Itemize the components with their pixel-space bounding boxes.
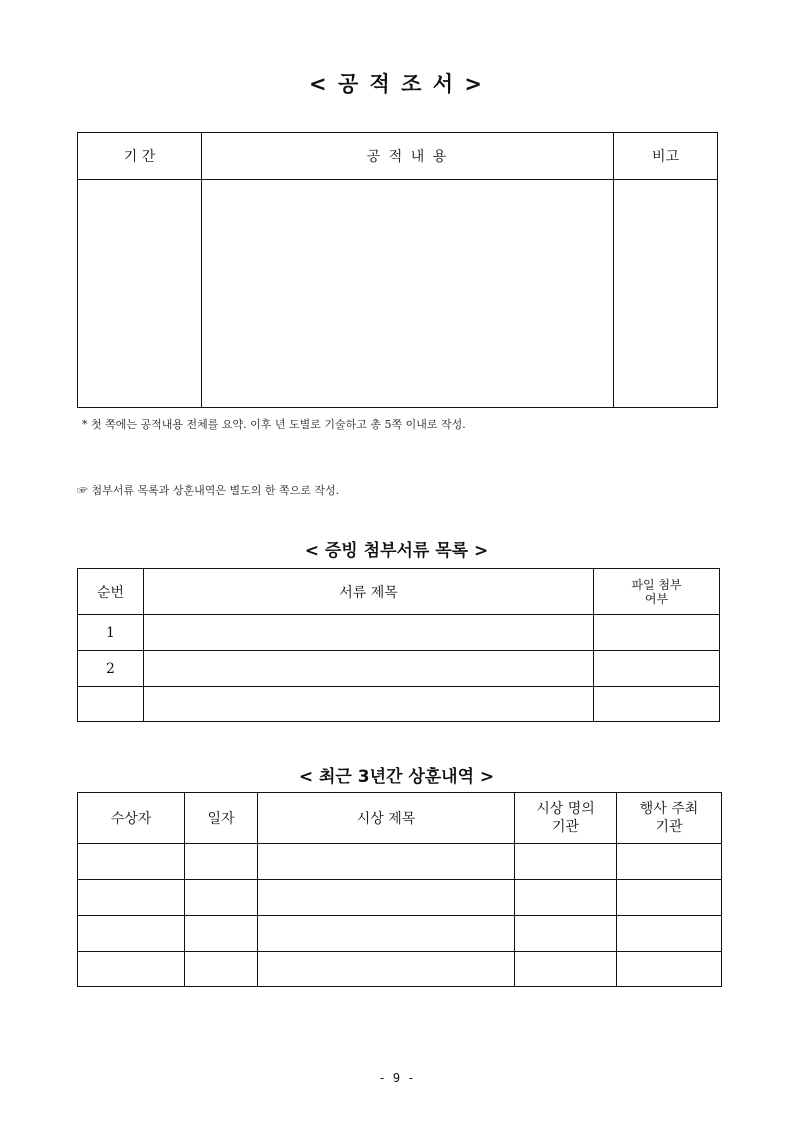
- awarding-institution-cell[interactable]: [515, 844, 617, 880]
- attachment-note: ☞ 첨부서류 목록과 상훈내역은 별도의 한 쪽으로 작성.: [77, 484, 340, 497]
- file-attached-cell[interactable]: [594, 615, 720, 651]
- awarding-institution-cell[interactable]: [515, 880, 617, 916]
- table-row: [78, 651, 720, 687]
- host-institution-cell[interactable]: [617, 916, 722, 952]
- header-period: 기 간: [78, 133, 202, 180]
- award-title-cell[interactable]: [258, 952, 515, 987]
- document-title-cell[interactable]: [144, 687, 594, 722]
- achievement-table: [77, 132, 718, 408]
- header-date: 일자: [185, 793, 258, 844]
- host-institution-cell[interactable]: [617, 880, 722, 916]
- table-row: [78, 916, 722, 952]
- header-remarks: 비고: [614, 133, 718, 180]
- award-title-cell[interactable]: [258, 916, 515, 952]
- host-institution-cell[interactable]: [617, 952, 722, 987]
- table-row: [78, 615, 720, 651]
- header-award-title: 시상 제목: [258, 793, 515, 844]
- evidence-section-title: < 증빙 첨부서류 목록 >: [304, 541, 489, 561]
- host-institution-cell[interactable]: [617, 844, 722, 880]
- header-file-attached: 파일 첨부 여부: [594, 569, 720, 615]
- awards-section-title: < 최근 3년간 상훈내역 >: [298, 767, 495, 787]
- achievement-content-cell[interactable]: [202, 180, 614, 408]
- header-awarding-institution: 시상 명의 기관: [515, 793, 617, 844]
- header-document-title: 서류 제목: [144, 569, 594, 615]
- recipient-cell[interactable]: [78, 844, 185, 880]
- date-cell[interactable]: [185, 880, 258, 916]
- page-number: - 9 -: [378, 1071, 415, 1085]
- awarding-institution-cell[interactable]: [515, 952, 617, 987]
- remarks-cell[interactable]: [614, 180, 718, 408]
- sequence-cell: 1: [78, 615, 144, 651]
- period-cell[interactable]: [78, 180, 202, 408]
- file-attached-cell[interactable]: [594, 651, 720, 687]
- page-title: < 공 적 조 서 >: [309, 72, 484, 96]
- sequence-cell: 2: [78, 651, 144, 687]
- date-cell[interactable]: [185, 844, 258, 880]
- header-host-institution: 행사 주최 기관: [617, 793, 722, 844]
- date-cell[interactable]: [185, 952, 258, 987]
- header-recipient: 수상자: [78, 793, 185, 844]
- table-row: [78, 844, 722, 880]
- recipient-cell[interactable]: [78, 916, 185, 952]
- date-cell[interactable]: [185, 916, 258, 952]
- sequence-cell: [78, 687, 144, 722]
- table-row: [78, 880, 722, 916]
- recipient-cell[interactable]: [78, 880, 185, 916]
- summary-note: * 첫 쪽에는 공적내용 전체를 요약. 이후 년 도별로 기술하고 총 5쪽 이내로 작성.: [82, 418, 466, 431]
- award-title-cell[interactable]: [258, 844, 515, 880]
- header-sequence: 순번: [78, 569, 144, 615]
- header-achievement-content: 공 적 내 용: [202, 133, 614, 180]
- file-attached-cell[interactable]: [594, 687, 720, 722]
- awards-table: [77, 792, 722, 987]
- awarding-institution-cell[interactable]: [515, 916, 617, 952]
- table-row: [78, 952, 722, 987]
- award-title-cell[interactable]: [258, 880, 515, 916]
- document-title-cell[interactable]: [144, 615, 594, 651]
- document-title-cell[interactable]: [144, 651, 594, 687]
- table-row: [78, 687, 720, 722]
- recipient-cell[interactable]: [78, 952, 185, 987]
- evidence-table: [77, 568, 720, 722]
